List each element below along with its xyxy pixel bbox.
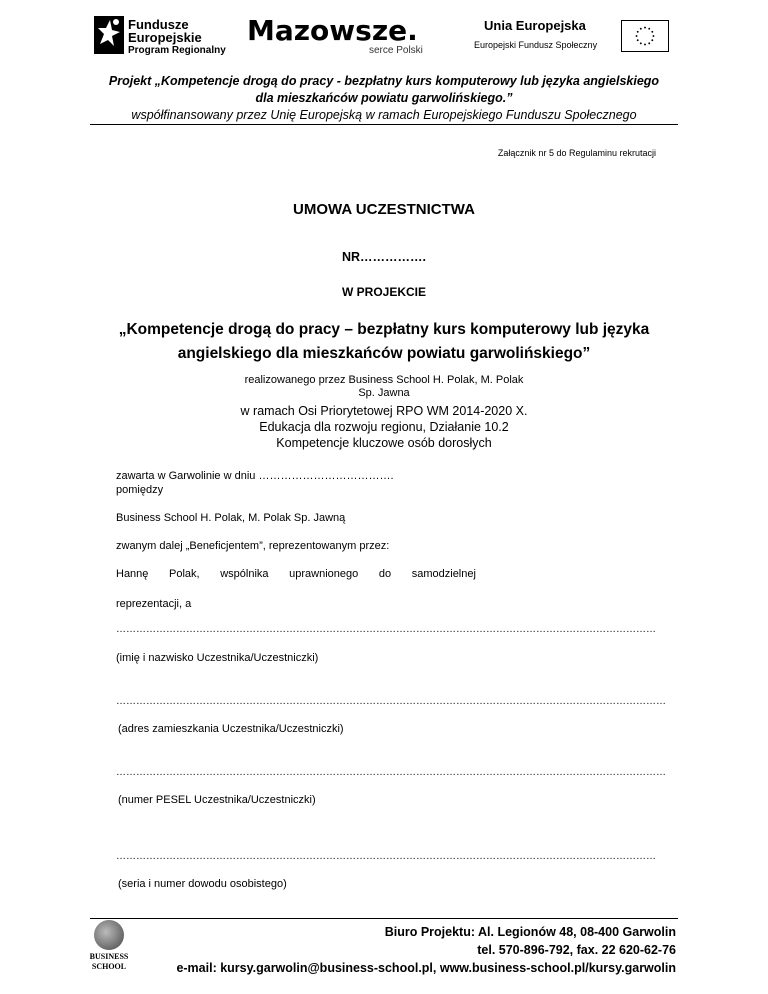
agreement-number: NR……………. <box>341 250 427 264</box>
id-card-label: (seria i numer dowodu osobistego) <box>118 878 287 890</box>
footer-address: Biuro Projektu: Al. Legionów 48, 08-400 Garwolin <box>384 925 676 939</box>
document-title: UMOWA UCZESTNICTWA <box>293 201 475 218</box>
fundusze-europejskie-logo <box>94 16 234 58</box>
fe-logo-text <box>128 18 226 57</box>
cofinanced-line: współfinansowany przez Unię Europejską w ramach Europejskiego Funduszu Społecznego <box>131 108 637 122</box>
id-card-field[interactable]: ……………………………………………………………………………………………………………………………………………… <box>116 851 656 862</box>
mazowsze-logo <box>247 14 447 60</box>
axis-line3: Kompetencje kluczowe osób dorosłych <box>276 436 492 450</box>
axis-line2: Edukacja dla rozwoju regionu, Działanie 10.2 <box>259 420 509 434</box>
project-line1: Projekt „Kompetencje drogą do pracy - bezpłatny kurs komputerowy lub języka angielskiego <box>108 74 660 88</box>
footer-contact <box>176 923 676 977</box>
beneficiary-line: zwanym dalej „Beneficjentem”, reprezentowanym przez: <box>116 540 390 552</box>
representation-line: reprezentacji, a <box>116 598 192 610</box>
realized-line2: Sp. Jawna <box>358 387 410 399</box>
footer-phone: tel. 570-896-792, fax. 22 620-62-76 <box>477 943 676 957</box>
globe-icon <box>94 920 124 950</box>
rep-word: samodzielnej <box>411 568 476 580</box>
participant-name-label: (imię i nazwisko Uczestnika/Uczestniczki) <box>116 652 319 664</box>
eu-flag-icon <box>621 20 669 52</box>
fe-line2: Europejskie <box>128 30 202 45</box>
address-label: (adres zamieszkania Uczestnika/Uczestniczki) <box>118 723 344 735</box>
annex-note: Załącznik nr 5 do Regulaminu rekrutacji <box>497 148 656 158</box>
axis-line1: w ramach Osi Priorytetowej RPO WM 2014-2020 X. <box>240 404 528 418</box>
fe-star-mark-icon <box>94 16 124 54</box>
realized-line1: realizowanego przez Business School H. Polak, M. Polak <box>244 374 524 386</box>
business-school-logo <box>86 920 132 976</box>
address-field[interactable]: ………………………………………………………………………………………………………………………………………………… <box>116 696 666 707</box>
pesel-field[interactable]: ………………………………………………………………………………………………………………………………………………… <box>116 767 666 778</box>
bs-logo-line2: SCHOOL <box>91 962 127 971</box>
in-project-heading: W PROJEKCIE <box>341 285 426 299</box>
project-line2: dla mieszkańców powiatu garwolińskiego.” <box>255 91 513 105</box>
mazowsze-sub: serce Polski <box>369 45 423 56</box>
header-rule <box>90 124 678 125</box>
rep-word: Hannę <box>116 568 149 580</box>
project-header <box>70 73 698 124</box>
concluded-line: zawarta w Garwolinie w dniu ………………………………. <box>116 470 394 482</box>
ue-subtitle: Europejski Fundusz Społeczny <box>474 40 598 50</box>
rep-word: wspólnika <box>220 568 269 580</box>
priority-axis <box>180 403 588 451</box>
rep-word: uprawnionego <box>289 568 359 580</box>
ue-title: Unia Europejska <box>484 18 586 33</box>
footer-rule <box>90 918 678 919</box>
footer-email[interactable]: e-mail: kursy.garwolin@business-school.pl, www.business-school.pl/kursy.garwolin <box>176 961 676 975</box>
bs-logo-line1: BUSINESS <box>89 952 129 961</box>
representative-line <box>116 568 476 580</box>
fe-line1: Fundusze <box>128 17 189 32</box>
rep-word: do <box>378 568 392 580</box>
company-line: Business School H. Polak, M. Polak Sp. Jawną <box>116 512 346 524</box>
rep-word: Polak, <box>169 568 200 580</box>
between-line: pomiędzy <box>116 484 164 496</box>
project-title: „Kompetencje drogą do pracy – bezpłatny kurs komputerowy lub języka angielskiego dla mieszkańców powiatu garwolińskiego” <box>118 321 650 362</box>
pesel-label: (numer PESEL Uczestnika/Uczestniczki) <box>118 794 316 806</box>
participant-name-field[interactable]: ……………………………………………………………………………………………………………………………………………… <box>116 624 656 635</box>
fe-line3: Program Regionalny <box>128 45 226 56</box>
unia-europejska-logo <box>474 18 674 60</box>
mazowsze-word: Mazowsze. <box>247 14 418 47</box>
realized-by <box>200 374 568 400</box>
